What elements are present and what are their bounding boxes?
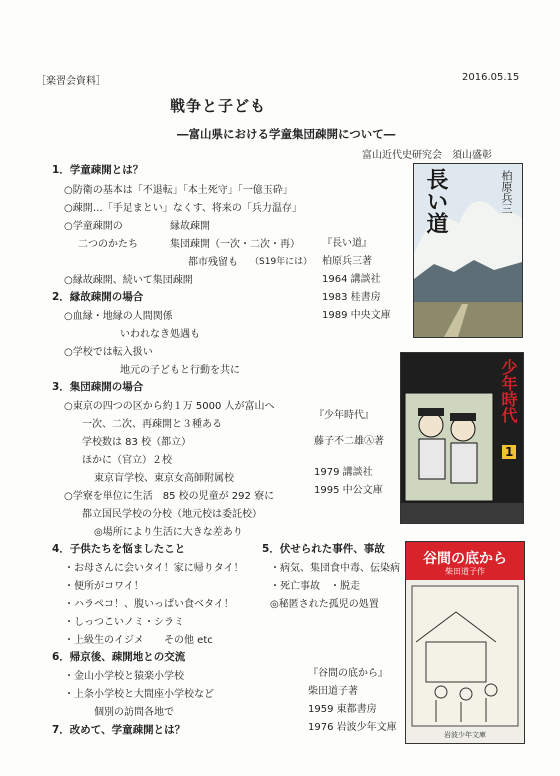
book3-cover-series: 岩波少年文庫 bbox=[444, 731, 486, 739]
section-7-heading: 7．改めて、学童疎開とは？ bbox=[52, 724, 186, 736]
book1-author: 柏原兵三著 bbox=[322, 256, 372, 267]
s3-line-8: ◎場所により生活に大きな差あり bbox=[94, 527, 243, 538]
book1-cover bbox=[413, 163, 523, 338]
s3-line-5: 東京盲学校、東京女高師附属校 bbox=[94, 473, 234, 484]
s4-line-2: ・便所がコワイ！ bbox=[64, 581, 144, 592]
s2-line-4: 地元の子どもと行動を共に bbox=[120, 365, 240, 376]
s5-line-1: ・病気、集団食中毒、伝染病 bbox=[270, 563, 400, 574]
book3-author: 柴田道子著 bbox=[308, 686, 358, 697]
s5-line-3: ◎秘匿された孤児の処置 bbox=[270, 599, 379, 610]
s1-line-3b: 縁故疎開 bbox=[170, 221, 210, 232]
book2-edition-2: 1995 中公文庫 bbox=[314, 485, 383, 496]
book3-cover-title: 谷間の底から bbox=[423, 551, 507, 567]
book1-cover-title: 長い道 bbox=[423, 168, 448, 234]
s1-line-4a: 二つのかたち bbox=[78, 239, 138, 250]
s2-line-1: ○血縁・地縁の人間関係 bbox=[64, 311, 173, 322]
book2-title: 『少年時代』 bbox=[314, 410, 374, 421]
s4-line-5a: ・上級生のイジメ bbox=[64, 635, 144, 646]
book1-cover-author: 柏原兵三 bbox=[500, 170, 513, 214]
s3-line-7: 都立国民学校の分校（地元校は委託校） bbox=[82, 509, 262, 520]
book1-edition-3: 1989 中央文庫 bbox=[322, 310, 391, 321]
section-2-heading: 2．縁故疎開の場合 bbox=[52, 291, 144, 303]
s4-line-4: ・しっつこいノミ・シラミ bbox=[64, 617, 184, 628]
section-6-heading: 6．帰京後、疎開地との交流 bbox=[52, 651, 186, 663]
s2-line-3: ○学校では転入扱い bbox=[64, 347, 153, 358]
book1-title: 『長い道』 bbox=[322, 238, 372, 249]
book3-title: 『谷間の底から』 bbox=[308, 668, 388, 679]
section-3-heading: 3．集団疎開の場合 bbox=[52, 381, 144, 393]
book3-edition-2: 1976 岩波少年文庫 bbox=[308, 722, 397, 733]
book3-cover-author: 柴田道子作 bbox=[445, 567, 485, 576]
s1-line-6: ○縁故疎開、続いて集団疎開 bbox=[64, 275, 193, 286]
s3-line-6: ○学寮を単位に生活 85 校の児童が 292 寮に bbox=[64, 491, 275, 502]
book2-cover-number: 1 bbox=[502, 445, 516, 459]
section-4-heading: 4．子供たちを悩ましたこと bbox=[52, 543, 186, 555]
s1-line-5b: （S19年には） bbox=[250, 257, 313, 267]
s3-line-3: 学校数は 83 校（都立） bbox=[82, 437, 192, 448]
s6-line-3: 個別の訪問各地で bbox=[94, 707, 174, 718]
s3-line-2: 一次、二次、再疎開と３種ある bbox=[82, 419, 222, 430]
s2-line-2: いわれなき処遇も bbox=[120, 329, 200, 340]
s4-line-3: ・ハラペコ！、腹いっぱい食ベタイ！ bbox=[64, 599, 234, 610]
s4-line-1: ・お母さんに会いタイ！家に帰りタイ！ bbox=[64, 563, 244, 574]
section-1-heading: 1．学童疎開とは？ bbox=[52, 164, 144, 176]
book3-cover-art bbox=[406, 582, 524, 732]
s1-line-2: ○疎開…「手足まとい」なくす、将来の「兵力温存」 bbox=[64, 203, 302, 214]
s1-line-1: ○防衛の基本は「不退転」「本土死守」「一億玉砕」 bbox=[64, 185, 293, 196]
s1-line-3a: ○学童疎開の bbox=[64, 221, 123, 232]
s1-line-5a: 都市残留も bbox=[188, 257, 238, 268]
page-title: 戦争と子ども bbox=[170, 97, 267, 115]
doc-tag: ［楽習会資料］ bbox=[36, 76, 106, 87]
s6-line-2: ・上条小学校と大間座小学校など bbox=[64, 689, 214, 700]
book2-cover bbox=[400, 352, 524, 524]
book2-edition-1: 1979 講談社 bbox=[314, 467, 373, 478]
book2-cover-title: 少年時代 bbox=[499, 359, 518, 423]
author-line: 富山近代史研究会 須山盛彰 bbox=[362, 150, 492, 161]
page-subtitle: ―富山県における学童集団疎開について― bbox=[177, 127, 396, 141]
book2-author: 藤子不二雄Ⓐ著 bbox=[314, 436, 384, 447]
book1-edition-2: 1983 桂書房 bbox=[322, 292, 381, 303]
book3-edition-1: 1959 東都書房 bbox=[308, 704, 377, 715]
book3-cover bbox=[405, 541, 525, 744]
s1-line-4b: 集団疎開（一次・二次・再） bbox=[170, 239, 300, 250]
book1-edition-1: 1964 講談社 bbox=[322, 274, 381, 285]
s5-line-2: ・死亡事故 ・脱走 bbox=[270, 581, 360, 592]
s3-line-4: ほかに（官立）２校 bbox=[82, 455, 172, 466]
section-5-heading: 5．伏せられた事件、事故 bbox=[262, 543, 385, 555]
s4-line-5b: その他 etc bbox=[164, 635, 213, 646]
doc-date: 2016.05.15 bbox=[462, 72, 520, 83]
s6-line-1: ・金山小学校と猿楽小学校 bbox=[64, 671, 184, 682]
s3-line-1: ○東京の四つの区から約１万 5000 人が富山へ bbox=[64, 401, 275, 412]
